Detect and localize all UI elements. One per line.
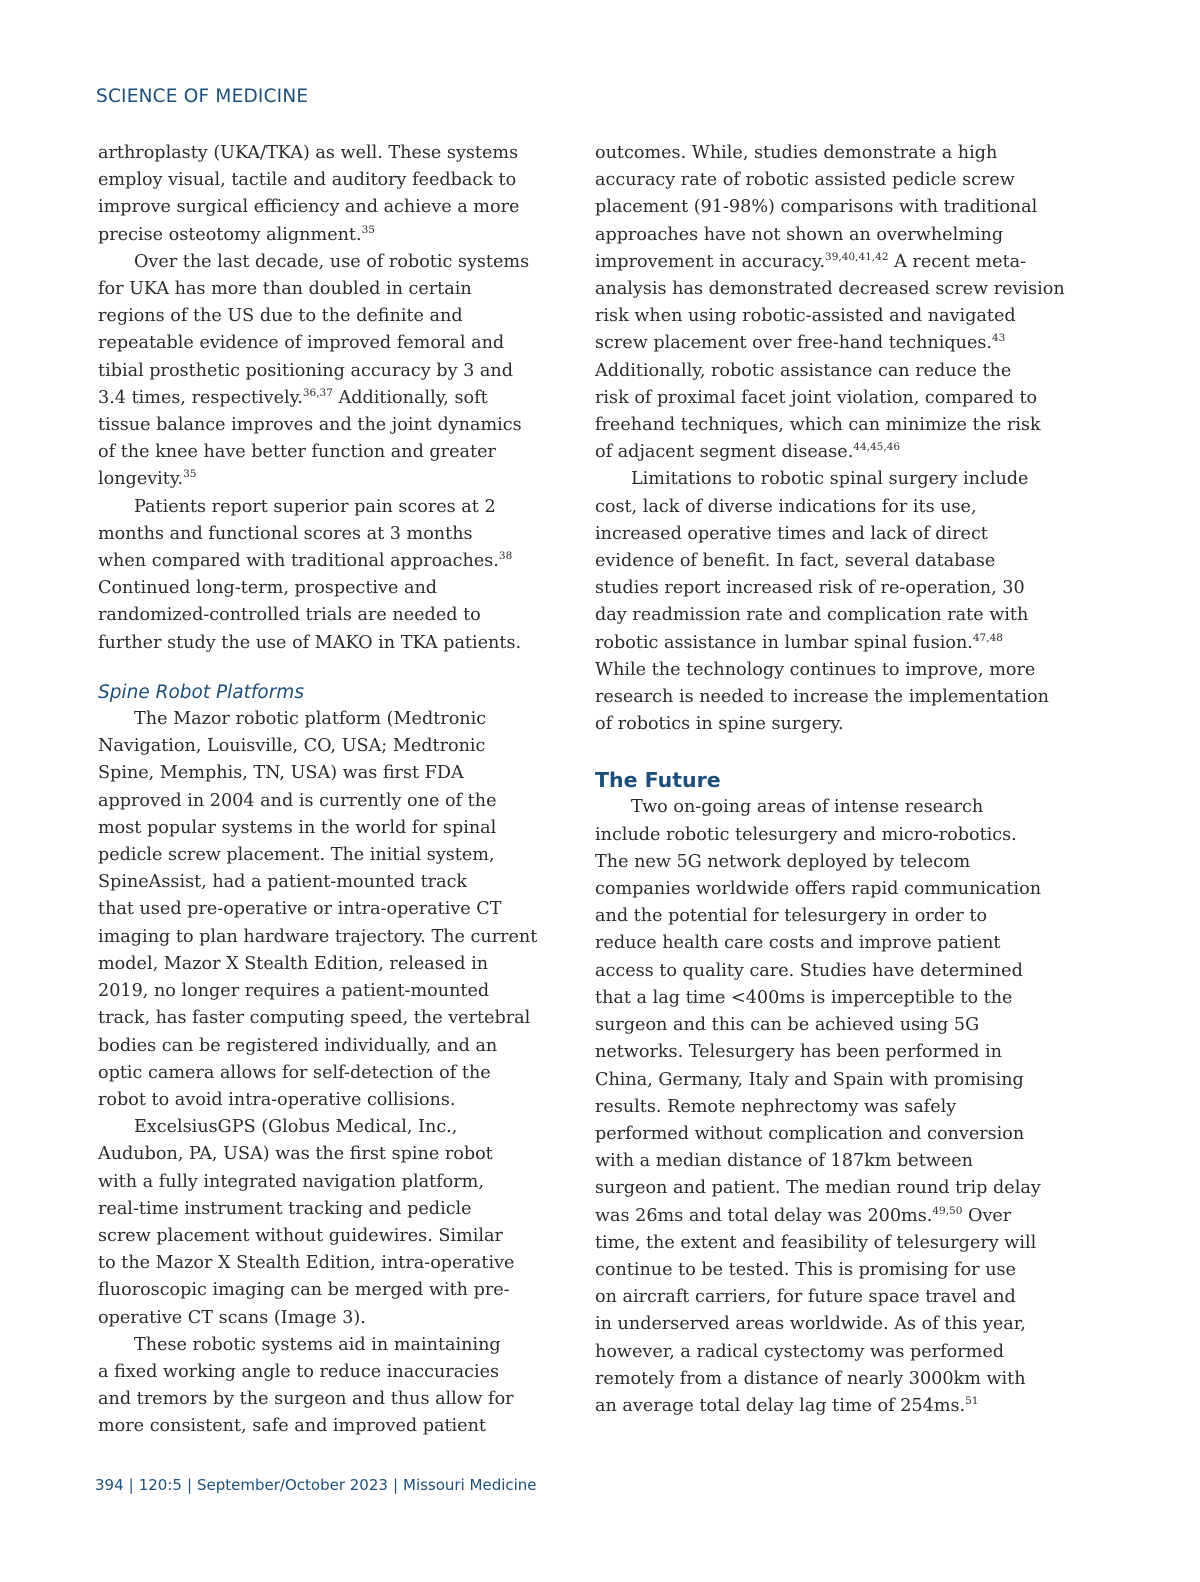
subsection-heading: Spine Robot Platforms: [98, 681, 304, 703]
text-line: approved in 2004 and is currently one of the: [98, 790, 497, 811]
text-line: The new 5G network deployed by telecom: [595, 851, 971, 872]
text-line: employ visual, tactile and auditory feedback to: [98, 170, 517, 191]
footer-separator: |: [186, 1476, 192, 1494]
text-line: research is needed to increase the implementation: [595, 687, 1049, 708]
text-line: The Mazor robotic platform (Medtronic: [134, 709, 487, 730]
text-line: risk of proximal facet joint violation, compared to: [595, 387, 1038, 408]
text-line: an average total delay lag time of 254ms.$^{51}$: [595, 1394, 979, 1416]
text-line: increased operative times and lack of direct: [595, 523, 988, 544]
text-line: of robotics in spine surgery.: [595, 714, 844, 735]
text-line: tissue balance improves and the joint dynamics: [98, 415, 522, 436]
text-line: that used pre-operative or intra-operative CT: [98, 899, 502, 920]
text-line: analysis has demonstrated decreased screw revision: [595, 279, 1065, 300]
text-line: screw placement over free-hand techniques.$^{43}$: [595, 332, 1006, 354]
text-line: screw placement without guidewires. Similar: [98, 1225, 503, 1246]
citation: 39,40,41,42: [825, 250, 889, 263]
text-line: and the potential for telesurgery in order to: [595, 906, 988, 927]
text-line: networks. Telesurgery has been performed in: [595, 1042, 1002, 1063]
text-line: bodies can be registered individually, and an: [98, 1035, 498, 1056]
text-line: Continued long-term, prospective and: [98, 578, 438, 599]
text-line: Spine, Memphis, TN, USA) was first FDA: [98, 763, 464, 784]
text-line: repeatable evidence of improved femoral and: [98, 333, 505, 354]
text-line: model, Mazor X Stealth Edition, released in: [98, 953, 489, 974]
text-line: 2019, no longer requires a patient-mounted: [98, 981, 490, 1002]
text-line: 3.4 times, respectively.$^{36,37}$ Additionally, soft: [98, 386, 488, 408]
citation: 36,37: [302, 386, 333, 399]
text-line: day readmission rate and complication rate with: [595, 605, 1029, 626]
text-line: Audubon, PA, USA) was the first spine robot: [98, 1144, 493, 1165]
text-line: optic camera allows for self-detection of the: [98, 1062, 491, 1083]
text-line: include robotic telesurgery and micro-robotics.: [595, 824, 1017, 845]
text-line: in underserved areas worldwide. As of this year,: [595, 1314, 1026, 1335]
text-line: results. Remote nephrectomy was safely: [595, 1096, 957, 1117]
text-line: of adjacent segment disease.$^{44,45,46}$: [595, 441, 901, 463]
text-line: Patients report superior pain scores at 2: [134, 496, 496, 517]
text-line: approaches have not shown an overwhelming: [595, 224, 1004, 245]
text-line: remotely from a distance of nearly 3000km with: [595, 1368, 1026, 1389]
text-line: precise osteotomy alignment.$^{35}$: [98, 223, 375, 245]
text-line: months and functional scores at 3 months: [98, 523, 473, 544]
text-line: pedicle screw placement. The initial system,: [98, 845, 495, 866]
text-line: track, has faster computing speed, the vertebral: [98, 1008, 531, 1029]
text-line: of the knee have better function and greater: [98, 442, 496, 463]
text-line: surgeon and this can be achieved using 5G: [595, 1015, 980, 1036]
text-line: outcomes. While, studies demonstrate a high: [595, 143, 998, 163]
text-line: a fixed working angle to reduce inaccuracies: [98, 1361, 500, 1382]
text-line: with a fully integrated navigation platform,: [98, 1171, 484, 1192]
right-column: [595, 140, 1065, 1420]
text-line: Navigation, Louisville, CO, USA; Medtronic: [98, 736, 486, 757]
text-line: fluoroscopic imaging can be merged with pre-: [98, 1280, 510, 1301]
text-line: performed without complication and conversion: [595, 1123, 1025, 1144]
text-line: most popular systems in the world for spinal: [98, 817, 497, 838]
text-line: time, the extent and feasibility of telesurgery will: [595, 1232, 1037, 1253]
footer-separator: |: [392, 1476, 398, 1494]
text-line: was 26ms and total delay was 200ms.$^{49,50}$ Over: [595, 1204, 1012, 1226]
citation: 49,50: [932, 1204, 963, 1217]
text-line: risk when using robotic-assisted and navigated: [595, 306, 1016, 327]
citation: 47,48: [972, 631, 1003, 644]
text-line: improve surgical efficiency and achieve a more: [98, 197, 520, 218]
text-line: that a lag time <400ms is imperceptible to the: [595, 987, 1013, 1008]
section-heading: The Future: [595, 768, 721, 793]
text-line: tibial prosthetic positioning accuracy by 3 and: [98, 360, 513, 381]
text-line: real-time instrument tracking and pedicle: [98, 1198, 472, 1219]
text-line: and tremors by the surgeon and thus allow for: [98, 1389, 514, 1410]
text-line: further study the use of MAKO in TKA patients.: [98, 632, 522, 653]
section-header: SCIENCE OF MEDICINE: [96, 86, 309, 107]
citation: 44,45,46: [853, 441, 901, 454]
text-line: access to quality care. Studies have determined: [595, 960, 1023, 981]
text-line: accuracy rate of robotic assisted pedicle screw: [595, 170, 1015, 191]
text-line: regions of the US due to the definite and: [98, 306, 463, 327]
volume-issue: 120:5: [138, 1476, 182, 1494]
citation: 43: [992, 332, 1006, 345]
text-line: improvement in accuracy.$^{39,40,41,42}$ A recent meta-: [595, 250, 1027, 272]
text-line: arthroplasty (UKA/TKA) as well. These systems: [98, 143, 519, 163]
text-line: for UKA has more than doubled in certain: [98, 279, 472, 300]
text-line: SpineAssist, had a patient-mounted track: [98, 872, 468, 893]
text-line: These robotic systems aid in maintaining: [134, 1334, 501, 1355]
text-line: imaging to plan hardware trajectory. The current: [98, 926, 538, 947]
citation: 35: [183, 468, 197, 481]
text-line: cost, lack of diverse indications for its use,: [595, 496, 977, 517]
page-number: 394: [95, 1476, 124, 1494]
text-line: surgeon and patient. The median round trip delay: [595, 1178, 1041, 1199]
text-line: placement (91-98%) comparisons with traditional: [595, 197, 1038, 218]
text-line: to the Mazor X Stealth Edition, intra-operative: [98, 1253, 515, 1274]
text-line: randomized-controlled trials are needed to: [98, 605, 481, 626]
text-line: ExcelsiusGPS (Globus Medical, Inc.,: [134, 1117, 458, 1138]
footer-separator: |: [128, 1476, 134, 1494]
text-line: continue to be tested. This is promising for use: [595, 1259, 1016, 1280]
text-line: companies worldwide offers rapid communication: [595, 879, 1042, 900]
text-line: when compared with traditional approaches.$^{38}$: [98, 550, 513, 572]
text-line: China, Germany, Italy and Spain with promising: [595, 1069, 1024, 1090]
text-line: operative CT scans (Image 3).: [98, 1307, 366, 1328]
text-line: more consistent, safe and improved patient: [98, 1416, 486, 1437]
text-line: studies report increased risk of re-operation, 30: [595, 578, 1025, 599]
text-line: While the technology continues to improve, more: [595, 659, 1036, 680]
text-line: Limitations to robotic spinal surgery include: [631, 469, 1029, 490]
text-line: Additionally, robotic assistance can reduce the: [595, 360, 1012, 381]
text-line: with a median distance of 187km between: [595, 1151, 973, 1172]
text-line: however, a radical cystectomy was performed: [595, 1341, 1005, 1362]
citation: 38: [498, 550, 513, 563]
citation: 35: [361, 223, 375, 236]
left-column: [98, 140, 550, 1441]
text-line: Over the last decade, use of robotic systems: [134, 251, 530, 272]
text-line: reduce health care costs and improve patient: [595, 933, 1001, 954]
journal-name: Missouri Medicine: [403, 1476, 537, 1494]
text-line: evidence of benefit. In fact, several database: [595, 551, 996, 572]
page-footer: [95, 1476, 537, 1494]
text-line: Two on-going areas of intense research: [631, 797, 984, 818]
text-line: robot to avoid intra-operative collisions.: [98, 1089, 456, 1110]
issue-date: September/October 2023: [197, 1476, 388, 1494]
text-line: freehand techniques, which can minimize the risk: [595, 415, 1041, 436]
text-line: longevity.$^{35}$: [98, 468, 197, 490]
text-line: on aircraft carriers, for future space travel and: [595, 1287, 1016, 1308]
citation: 51: [965, 1394, 979, 1407]
text-line: robotic assistance in lumbar spinal fusion.$^{47,48}$: [595, 631, 1003, 653]
